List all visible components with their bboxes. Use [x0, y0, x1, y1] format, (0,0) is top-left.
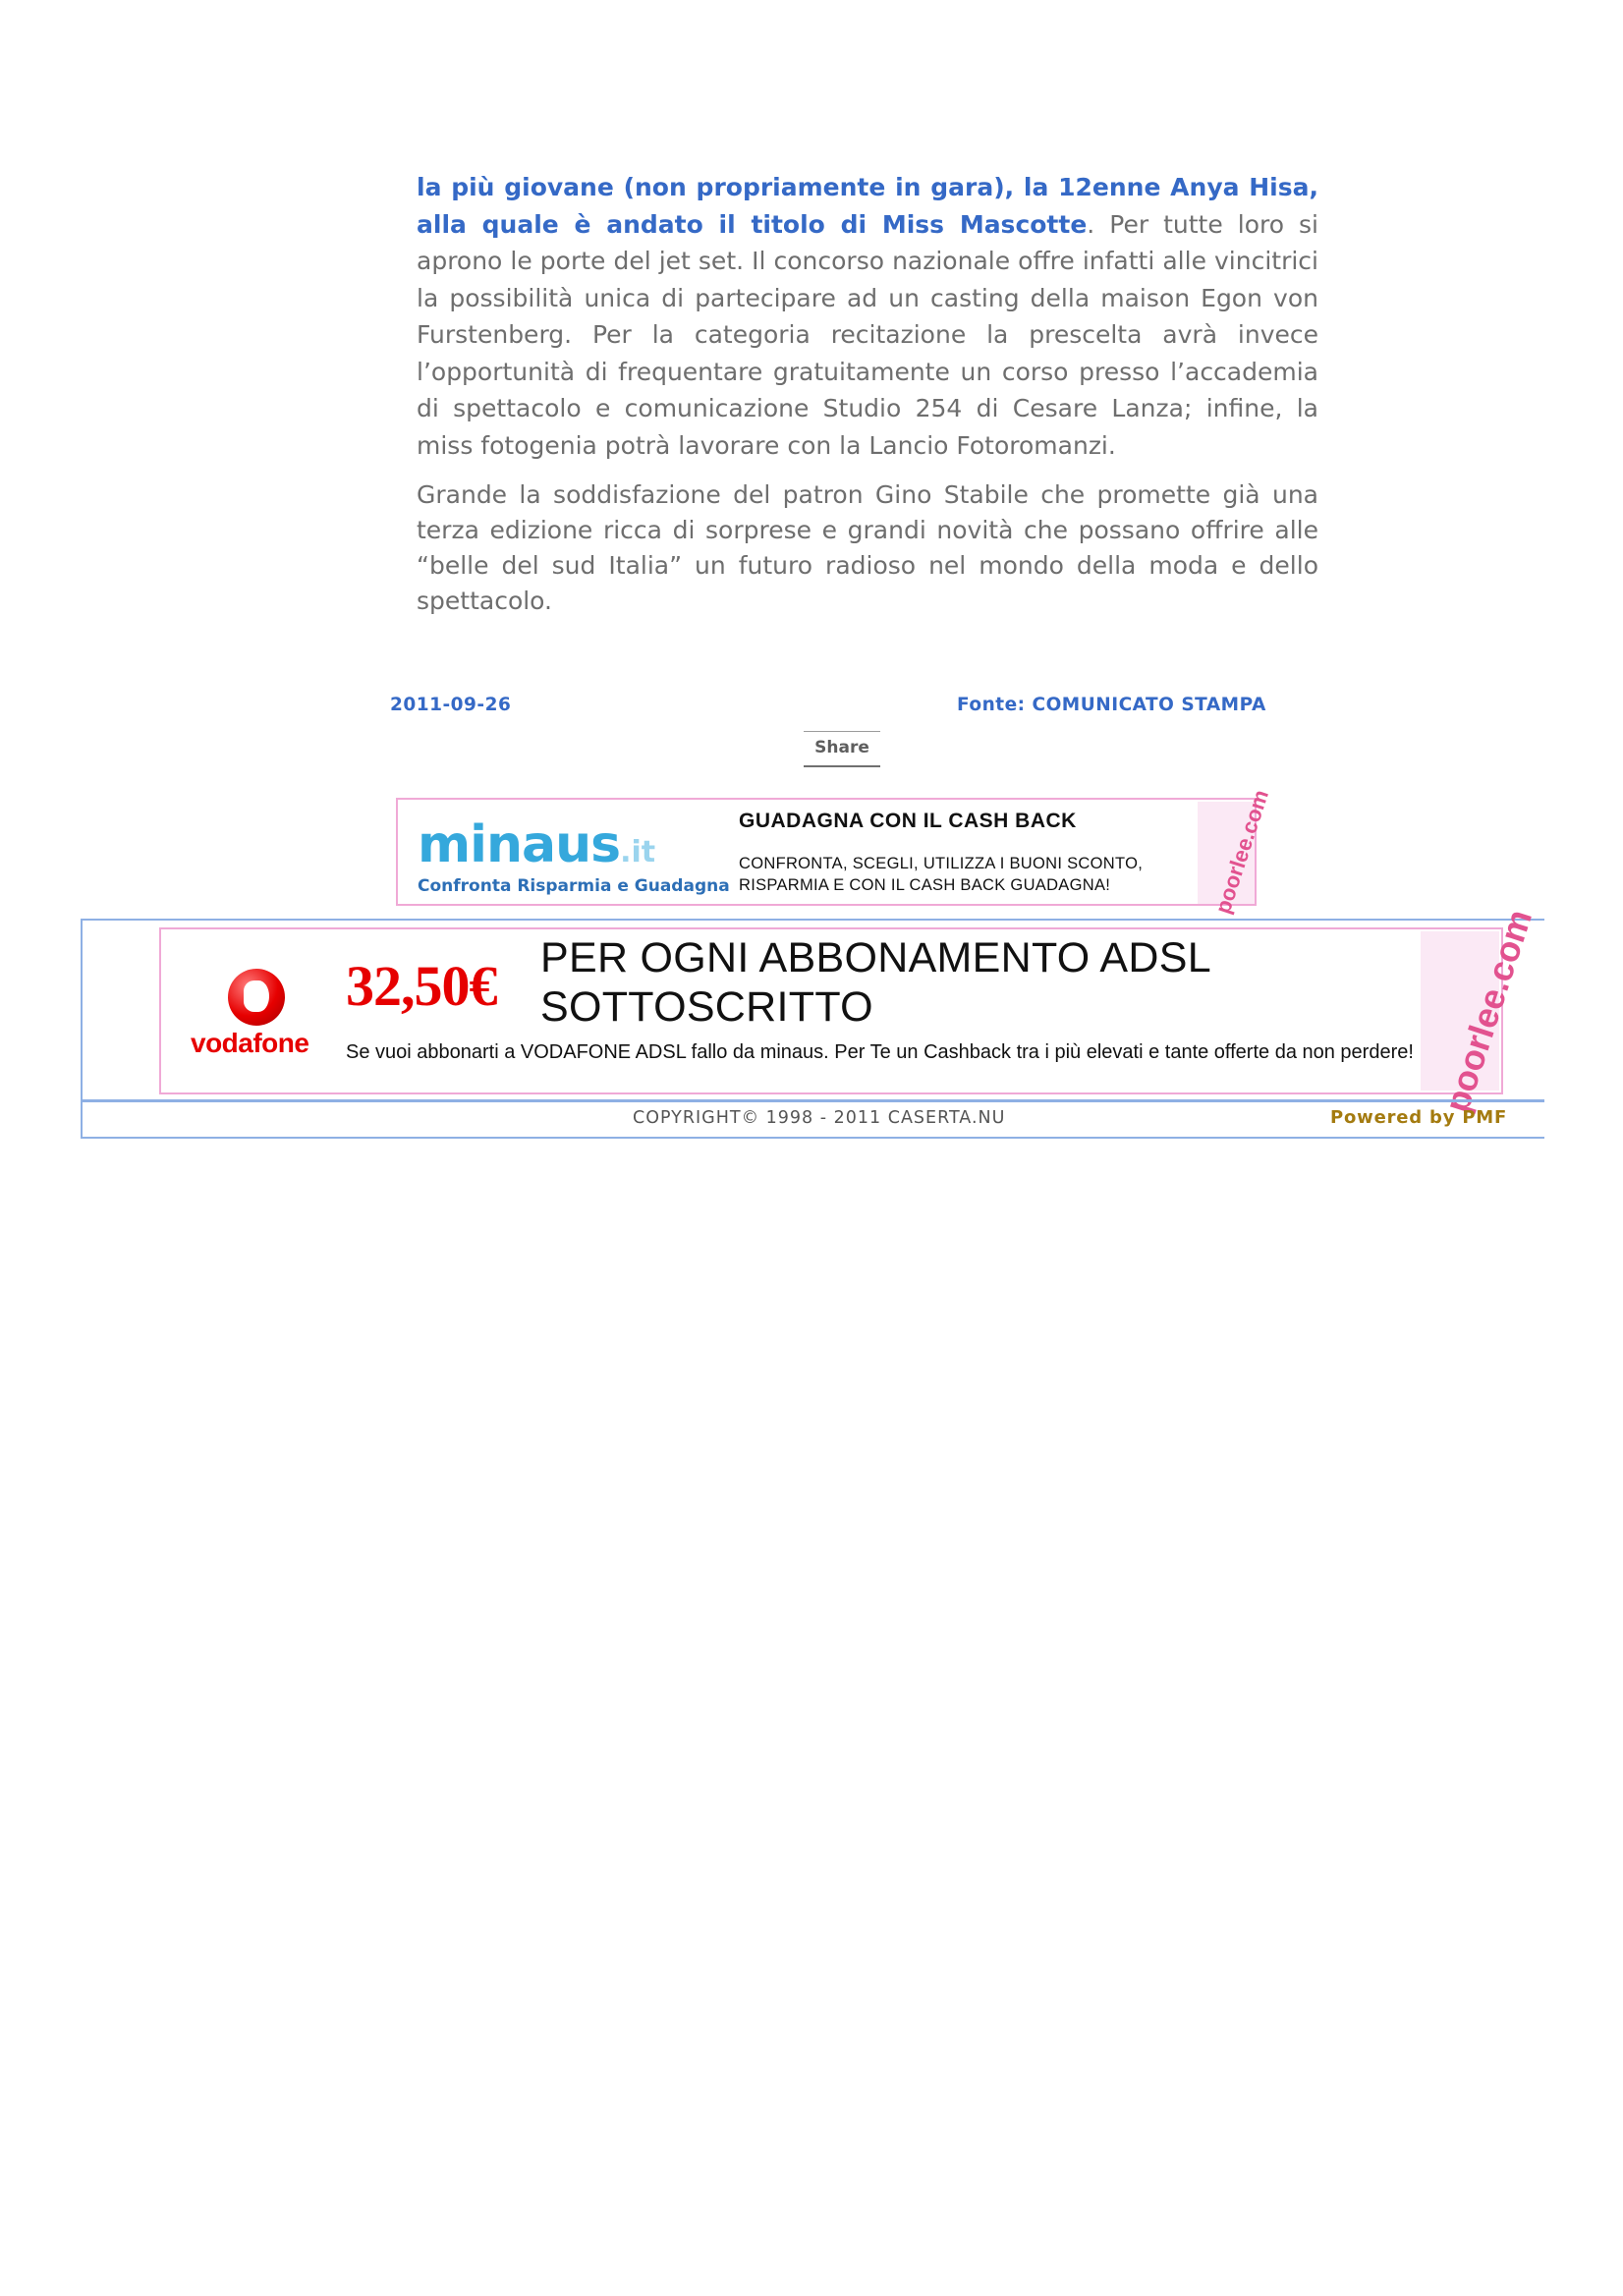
vodafone-speechmark-icon — [228, 969, 285, 1026]
article-source: Fonte: COMUNICATO STAMPA — [957, 695, 1266, 715]
article-paragraph-2: Grande la soddisfazione del patron Gino Stabile che promette già una terza edizione ricca di sorprese e grandi novità che possano offrire alle “belle del sud Italia” un futuro radioso nel mondo della moda e dello spettacolo. — [417, 480, 1318, 615]
minaus-logo — [418, 815, 655, 874]
copyright-text: COPYRIGHT© 1998 - 2011 CASERTA.NU — [633, 1108, 1006, 1128]
vodafone-ad-text: Se vuoi abbonarti a VODAFONE ADSL fallo da minaus. Per Te un Cashback tra i più elevati e tante offerte da non perdere! — [346, 1041, 1414, 1063]
vodafone-adsl-banner[interactable] — [159, 904, 1540, 1117]
minaus-logo-suffix: .it — [620, 835, 656, 869]
minaus-ad-title: GUADAGNA CON IL CASH BACK — [739, 810, 1077, 832]
share-button[interactable]: Share — [804, 731, 880, 767]
article-paragraph-1 — [417, 169, 1318, 464]
vodafone-brand-text: vodafone — [191, 1028, 309, 1058]
minaus-tagline: Confronta Risparmia e Guadagna — [418, 876, 730, 896]
poorlee-logo-text: poorlee.com — [1435, 904, 1540, 1117]
footer-divider — [83, 1099, 1544, 1102]
poorlee-badge — [1421, 904, 1540, 1117]
minaus-logo-text: minaus — [418, 815, 621, 874]
article-paragraph-1-text: . Per tutte loro si aprono le porte del jet set. Il concorso nazionale offre infatti alle vincitrici la possibilità unica di partecipare ad un casting della maison Egon von Furstenberg. Per la categoria recitazione la prescelta avrà invece l’opportunità di frequentare gratuitamente un corso presso l’accademia di spettacolo e comunicazione Studio 254 di Cesare Lanza; infine, la miss fotogenia potrà lavorare con la Lancio Fotoromanzi. — [417, 209, 1318, 460]
article-body — [417, 169, 1318, 619]
footer-frame — [81, 904, 1544, 1139]
article-highlight-link[interactable]: la più giovane (non propriamente in gara), la 12enne Anya Hisa, alla quale è andato il titolo di Miss Mascotte — [417, 173, 1318, 239]
article-date: 2011-09-26 — [390, 695, 512, 715]
poorlee-badge — [1198, 786, 1274, 917]
vodafone-ad-title: PER OGNI ABBONAMENTO ADSL SOTTOSCRITTO — [540, 934, 1210, 1031]
minaus-cashback-banner[interactable] — [396, 786, 1274, 917]
vodafone-ad-price: 32,50€ — [346, 954, 497, 1018]
poorlee-logo-text: poorlee.com — [1209, 786, 1274, 917]
minaus-ad-text: CONFRONTA, SCEGLI, UTILIZZA I BUONI SCONTO, RISPARMIA E CON IL CASH BACK GUADAGNA! — [739, 855, 1144, 894]
powered-by-link[interactable]: Powered by PMF — [1330, 1107, 1508, 1128]
